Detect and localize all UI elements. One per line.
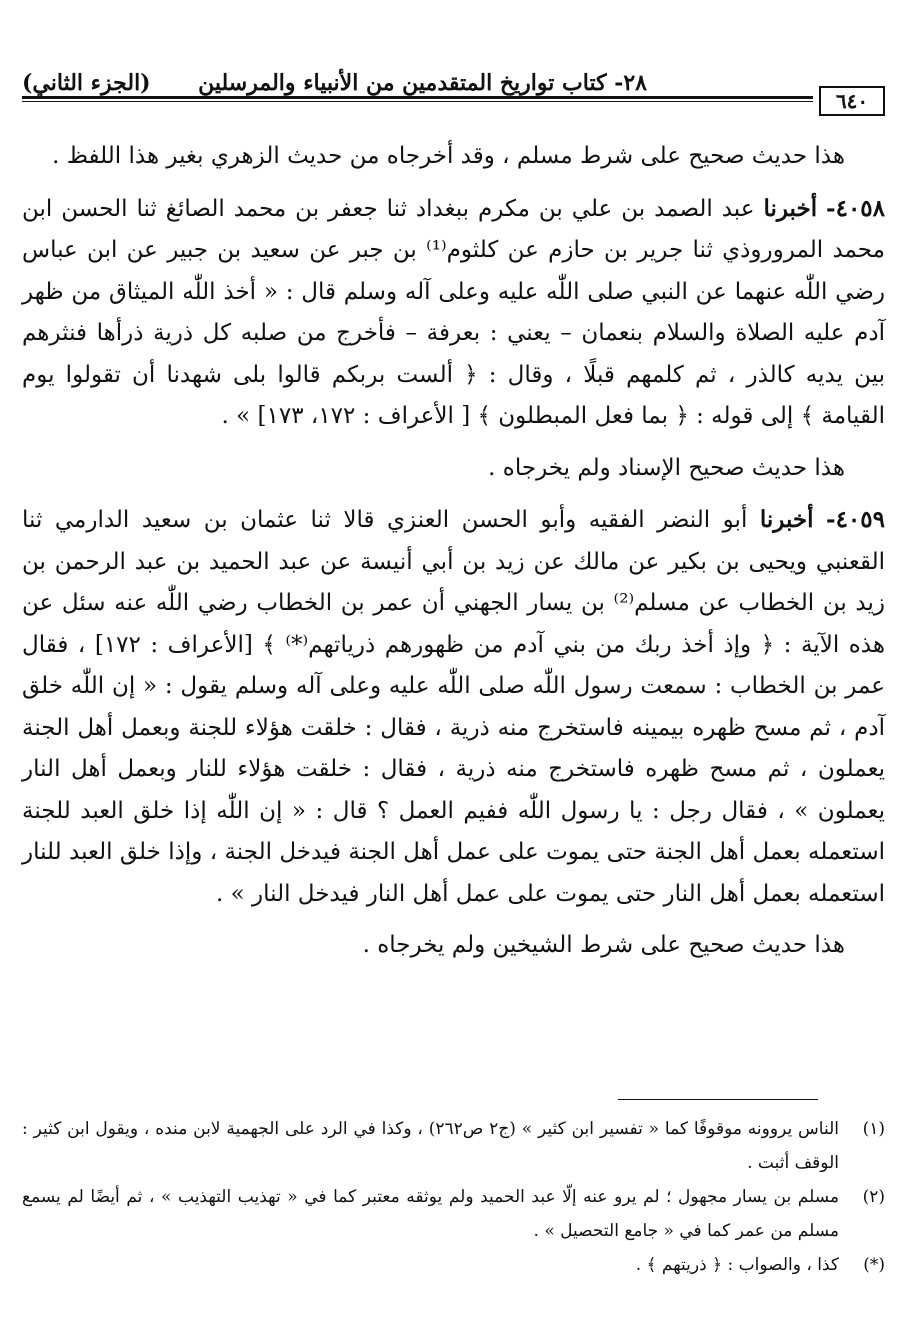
hadith-4058 [22, 188, 885, 438]
hadith-text: أبو النضر الفقيه وأبو الحسن العنزي قالا ثنا عثمان بن سعيد الدارمي ثنا القعنبي ويحيى بن بكير عن مالك عن زيد بن أبي أنيسة عن عبد الحميد بن عبد الرحمن بن زيد بن الخطاب عن مسلم⁽²⁾ بن يسار الجهني أن عمر بن الخطاب رضي اللّٰه عنه سئل عن هذه الآية : ﴿ وإذ أخذ ربك من بني آدم من ظهورهم ذرياتهم⁽*⁾ ﴾ [الأعراف : ١٧٢] ، فقال عمر بن الخطاب : سمعت رسول اللّٰه صلى اللّٰه عليه وعلى آله وسلم يقول : « إن اللّٰه خلق آدم ، ثم مسح ظهره بيمينه فاستخرج منه ذرية ، فقال : خلقت هؤلاء للجنة وبعمل أهل الجنة يعملون ، ثم مسح ظهره فاستخرج منه ذرية ، فقال : خلقت هؤلاء للنار وبعمل أهل النار يعملون » ، فقال رجل : يا رسول اللّٰه ففيم العمل ؟ قال : « إن اللّٰه إذا خلق العبد للجنة استعمله بعمل أهل الجنة حتى يموت على عمل أهل الجنة فيدخل الجنة ، وإذا خلق العبد للنار استعمله بعمل أهل النار حتى يموت على عمل أهل النار فيدخل النار » . [22, 507, 886, 907]
footnote-mark: (٢) [862, 1187, 885, 1207]
footnote [22, 1248, 885, 1282]
hadith-lead: أخبرنا [759, 506, 814, 533]
hadith-lead: أخبرنا [763, 194, 818, 222]
page-number: ٦٤٠ [819, 86, 885, 116]
footnote-text: كذا ، والصواب : ﴿ ذريتهم ﴾ . [635, 1255, 839, 1275]
paragraph: هذا حديث صحيح على شرط مسلم ، وقد أخرجاه من حديث الزهري بغير هذا اللفظ . [52, 143, 845, 169]
volume-part: (الجزء الثاني) [22, 70, 151, 96]
main-text [22, 136, 885, 967]
footnote [22, 1112, 885, 1180]
footnote-mark: (١) [862, 1119, 885, 1139]
hadith-4059 [22, 499, 885, 915]
footnote-text: الناس يروونه موقوفًا كما « تفسير ابن كثير » (ج٢ ص٢٦٢) ، وكذا في الرد على الجهمية لابن منده ، ويقول ابن كثير : الوقف أثبت . [22, 1119, 839, 1173]
book-title: ٢٨- كتاب تواريخ المتقدمين من الأنبياء والمرسلين [198, 70, 647, 96]
footnote-text: مسلم بن يسار مجهول ؛ لم يرو عنه إلّا عبد الحميد ولم يوثقه معتبر كما في « تهذيب التهذيب » ، ثم أيضًا لم يسمع مسلم من عمر كما في « جامع التحصيل » . [22, 1187, 839, 1241]
header-rule-thin [22, 101, 813, 102]
footnote-mark: (*) [863, 1255, 885, 1275]
header-rule [22, 96, 813, 99]
footnote-rule [618, 1099, 818, 1100]
running-header [22, 52, 885, 96]
footnotes [22, 1112, 885, 1282]
hadith-number: ٤٠٥٨- [826, 194, 886, 222]
paragraph: هذا حديث صحيح على شرط الشيخين ولم يخرجاه . [362, 932, 845, 958]
hadith-text: عبد الصمد بن علي بن مكرم ببغداد ثنا جعفر بن محمد الصائغ ثنا الحسن ابن محمد المروروذي ثنا جرير بن حازم عن كلثوم⁽¹⁾ بن جبر عن سعيد بن جبير عن ابن عباس رضي اللّٰه عنهما عن النبي صلى اللّٰه عليه وعلى آله وسلم قال : « أخذ اللّٰه الميثاق من ظهر آدم عليه الصلاة والسلام بنعمان – يعني : بعرفة – فأخرج من صلبه كل ذرية ذرأها فنثرهم بين يديه كالذر ، ثم كلمهم قبلًا ، وقال : ﴿ ألست بربكم قالوا بلى شهدنا أن تقولوا يوم القيامة ﴾ إلى قوله : ﴿ بما فعل المبطلون ﴾ [ الأعراف : ١٧٢، ١٧٣] » . [22, 195, 885, 429]
hadith-number: ٤٠٥٩- [826, 506, 885, 533]
footnote [22, 1180, 885, 1248]
paragraph: هذا حديث صحيح الإسناد ولم يخرجاه . [488, 454, 845, 481]
